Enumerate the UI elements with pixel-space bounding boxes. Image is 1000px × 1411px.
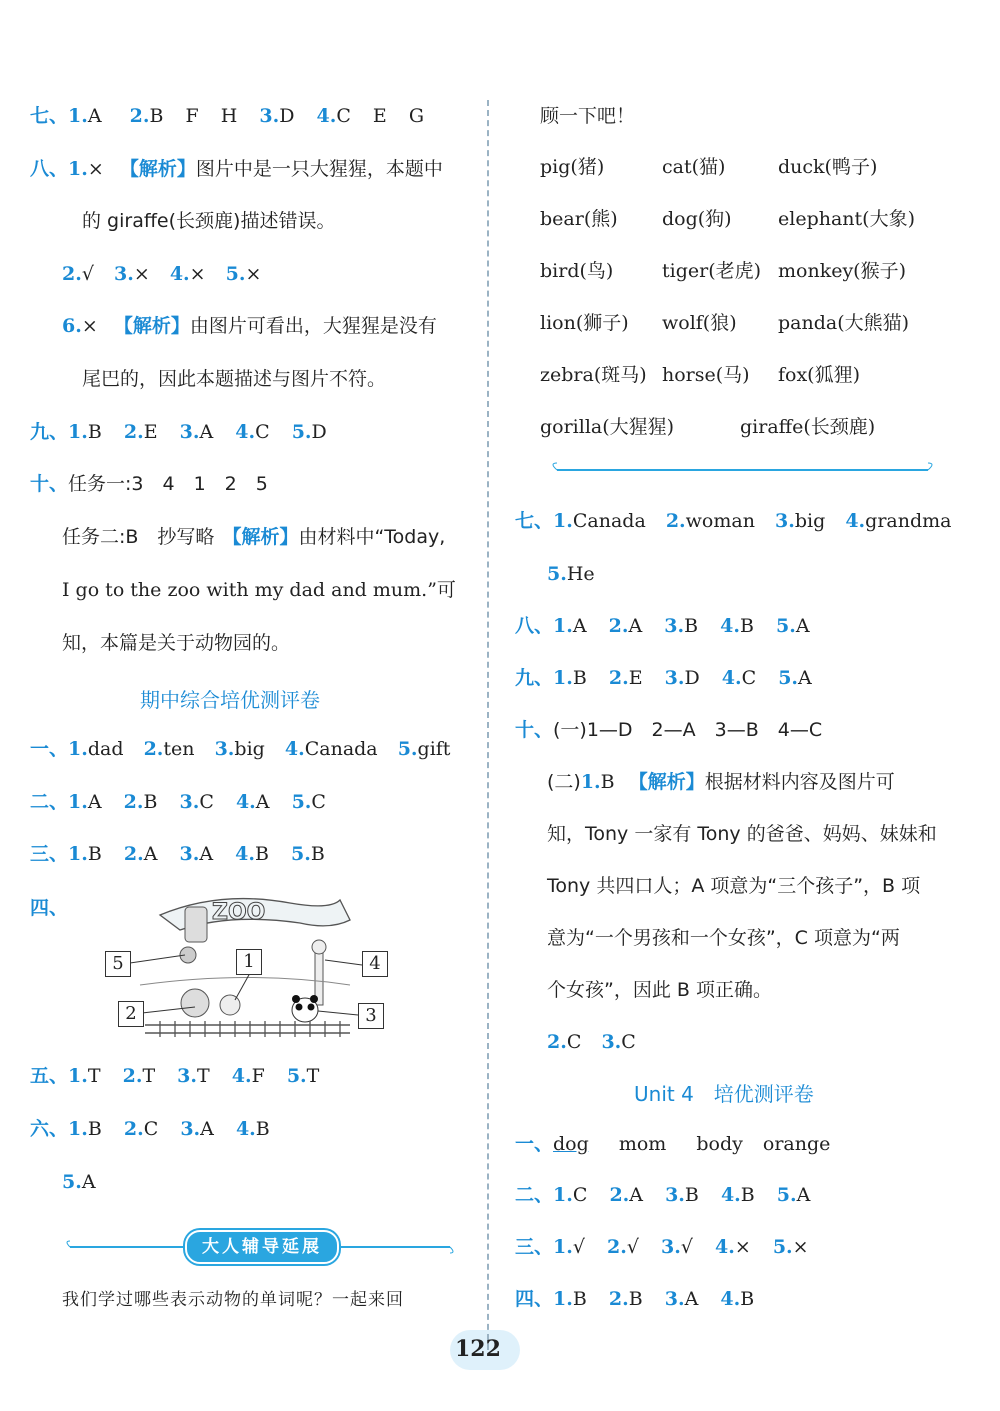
zoo-label-5: 5: [105, 951, 131, 977]
animal-word: giraffe(长颈鹿): [740, 416, 876, 438]
midterm-row-4: 四、: [30, 897, 69, 919]
task-two-line: 任务二:B 抄写略 【解析】由材料中“Today,: [62, 526, 446, 548]
animal-word: pig(猪): [540, 156, 605, 178]
explanation-line: I go to the zoo with my dad and mum.”可: [62, 579, 456, 601]
zoo-label-1: 1: [236, 949, 262, 975]
answer-row-8-cont: 2.√ 3.× 4.× 5.×: [62, 263, 262, 285]
explanation-line: 意为“一个男孩和一个女孩”，C 项意为“两: [547, 927, 900, 949]
explanation-line: 知，Tony 一家有 Tony 的爸爸、妈妈、妹妹和: [547, 823, 937, 845]
midterm-row-3: 三、1.B 2.A 3.A 4.B 5.B: [30, 843, 325, 865]
unit4-title: Unit 4 培优测评卷: [634, 1082, 814, 1106]
answer-row-8: 八、1.× 【解析】图片中是一只大猩猩，本题中: [30, 158, 443, 180]
explanation-line: 的 giraffe(长颈鹿)描述错误。: [82, 210, 336, 232]
midterm-row-2: 二、1.A 2.B 3.C 4.A 5.C: [30, 791, 326, 813]
banner-text-cont: 顾一下吧！: [540, 105, 636, 127]
explanation-line: 尾巴的，因此本题描述与图片不符。: [82, 368, 387, 390]
unit4-row-4: 四、1.B 2.B 3.A 4.B: [515, 1288, 755, 1310]
animal-word: fox(狐狸): [778, 364, 861, 386]
midterm-title: 期中综合培优测评卷: [140, 688, 320, 712]
explanation-line: 个女孩”，因此 B 项正确。: [547, 979, 772, 1001]
zoo-illustration: [100, 885, 400, 1045]
unit4-row-2: 二、1.C 2.A 3.B 4.B 5.A: [515, 1184, 811, 1206]
animal-word: wolf(狼): [662, 312, 737, 334]
answer-row-9: 九、1.B 2.E 3.A 4.C 5.D: [30, 421, 327, 443]
animal-word: tiger(老虎): [662, 260, 762, 282]
answer-row-7-right: 七、1.Canada 2.woman 3.big 4.grandma: [515, 510, 952, 532]
animal-word: lion(狮子): [540, 312, 629, 334]
midterm-row-6-cont: 5.A: [62, 1171, 96, 1193]
answer-row-10: 十、任务一:3 4 1 2 5: [30, 473, 268, 495]
banner-text: 我们学过哪些表示动物的单词呢？一起来回: [62, 1290, 404, 1310]
unit4-row-3: 三、1.√ 2.√ 3.√ 4.× 5.×: [515, 1236, 809, 1258]
answer-row-7-right-cont: 5.He: [547, 563, 595, 585]
midterm-row-6: 六、1.B 2.C 3.A 4.B: [30, 1118, 270, 1140]
explanation-line: Tony 共四口人；A 项意为“三个孩子”，B 项: [547, 875, 921, 897]
zoo-label-2: 2: [118, 1001, 144, 1027]
animal-word: zebra(斑马): [540, 364, 647, 386]
answer-row-8-6: 6.× 【解析】由图片可看出，大猩猩是没有: [62, 315, 437, 337]
reading-answer-line: (二)1.B 【解析】根据材料内容及图片可: [547, 771, 895, 793]
animal-word: horse(马): [662, 364, 750, 386]
answer-row-7: 七、1.A 2.B F H 3.D 4.C E G: [30, 105, 425, 127]
midterm-row-1: 一、1.dad 2.ten 3.big 4.Canada 5.gift: [30, 738, 451, 760]
animal-word: gorilla(大猩猩): [540, 416, 675, 438]
answer-row-10-right: 十、(一)1—D 2—A 3—B 4—C: [515, 719, 823, 741]
column-divider: [487, 100, 489, 1350]
animal-word: monkey(猴子): [778, 260, 907, 282]
midterm-row-5: 五、1.T 2.T 3.T 4.F 5.T: [30, 1065, 320, 1087]
animal-word: bear(熊): [540, 208, 618, 230]
answer-row-9-right: 九、1.B 2.E 3.D 4.C 5.A: [515, 667, 812, 689]
unit4-row-1: 一、dog mom body orange: [515, 1133, 831, 1155]
animal-word: cat(猫): [662, 156, 726, 178]
zoo-sign-text: ZOO: [212, 900, 266, 925]
animal-word: dog(狗): [662, 208, 732, 230]
parent-guide-banner: 大人辅导延展: [185, 1230, 339, 1264]
answer-row-8-right: 八、1.A 2.A 3.B 4.B 5.A: [515, 615, 810, 637]
animal-word: duck(鸭子): [778, 156, 878, 178]
animal-word: elephant(大象): [778, 208, 915, 230]
page-number: 122: [455, 1336, 501, 1362]
explanation-line: 知，本篇是关于动物园的。: [62, 632, 291, 654]
section-rule: [545, 462, 940, 478]
reading-answer-line-2: 2.C 3.C: [547, 1031, 636, 1053]
zoo-label-3: 3: [358, 1003, 384, 1029]
zoo-label-4: 4: [362, 951, 388, 977]
animal-word: panda(大熊猫): [778, 312, 910, 334]
animal-word: bird(鸟): [540, 260, 614, 282]
